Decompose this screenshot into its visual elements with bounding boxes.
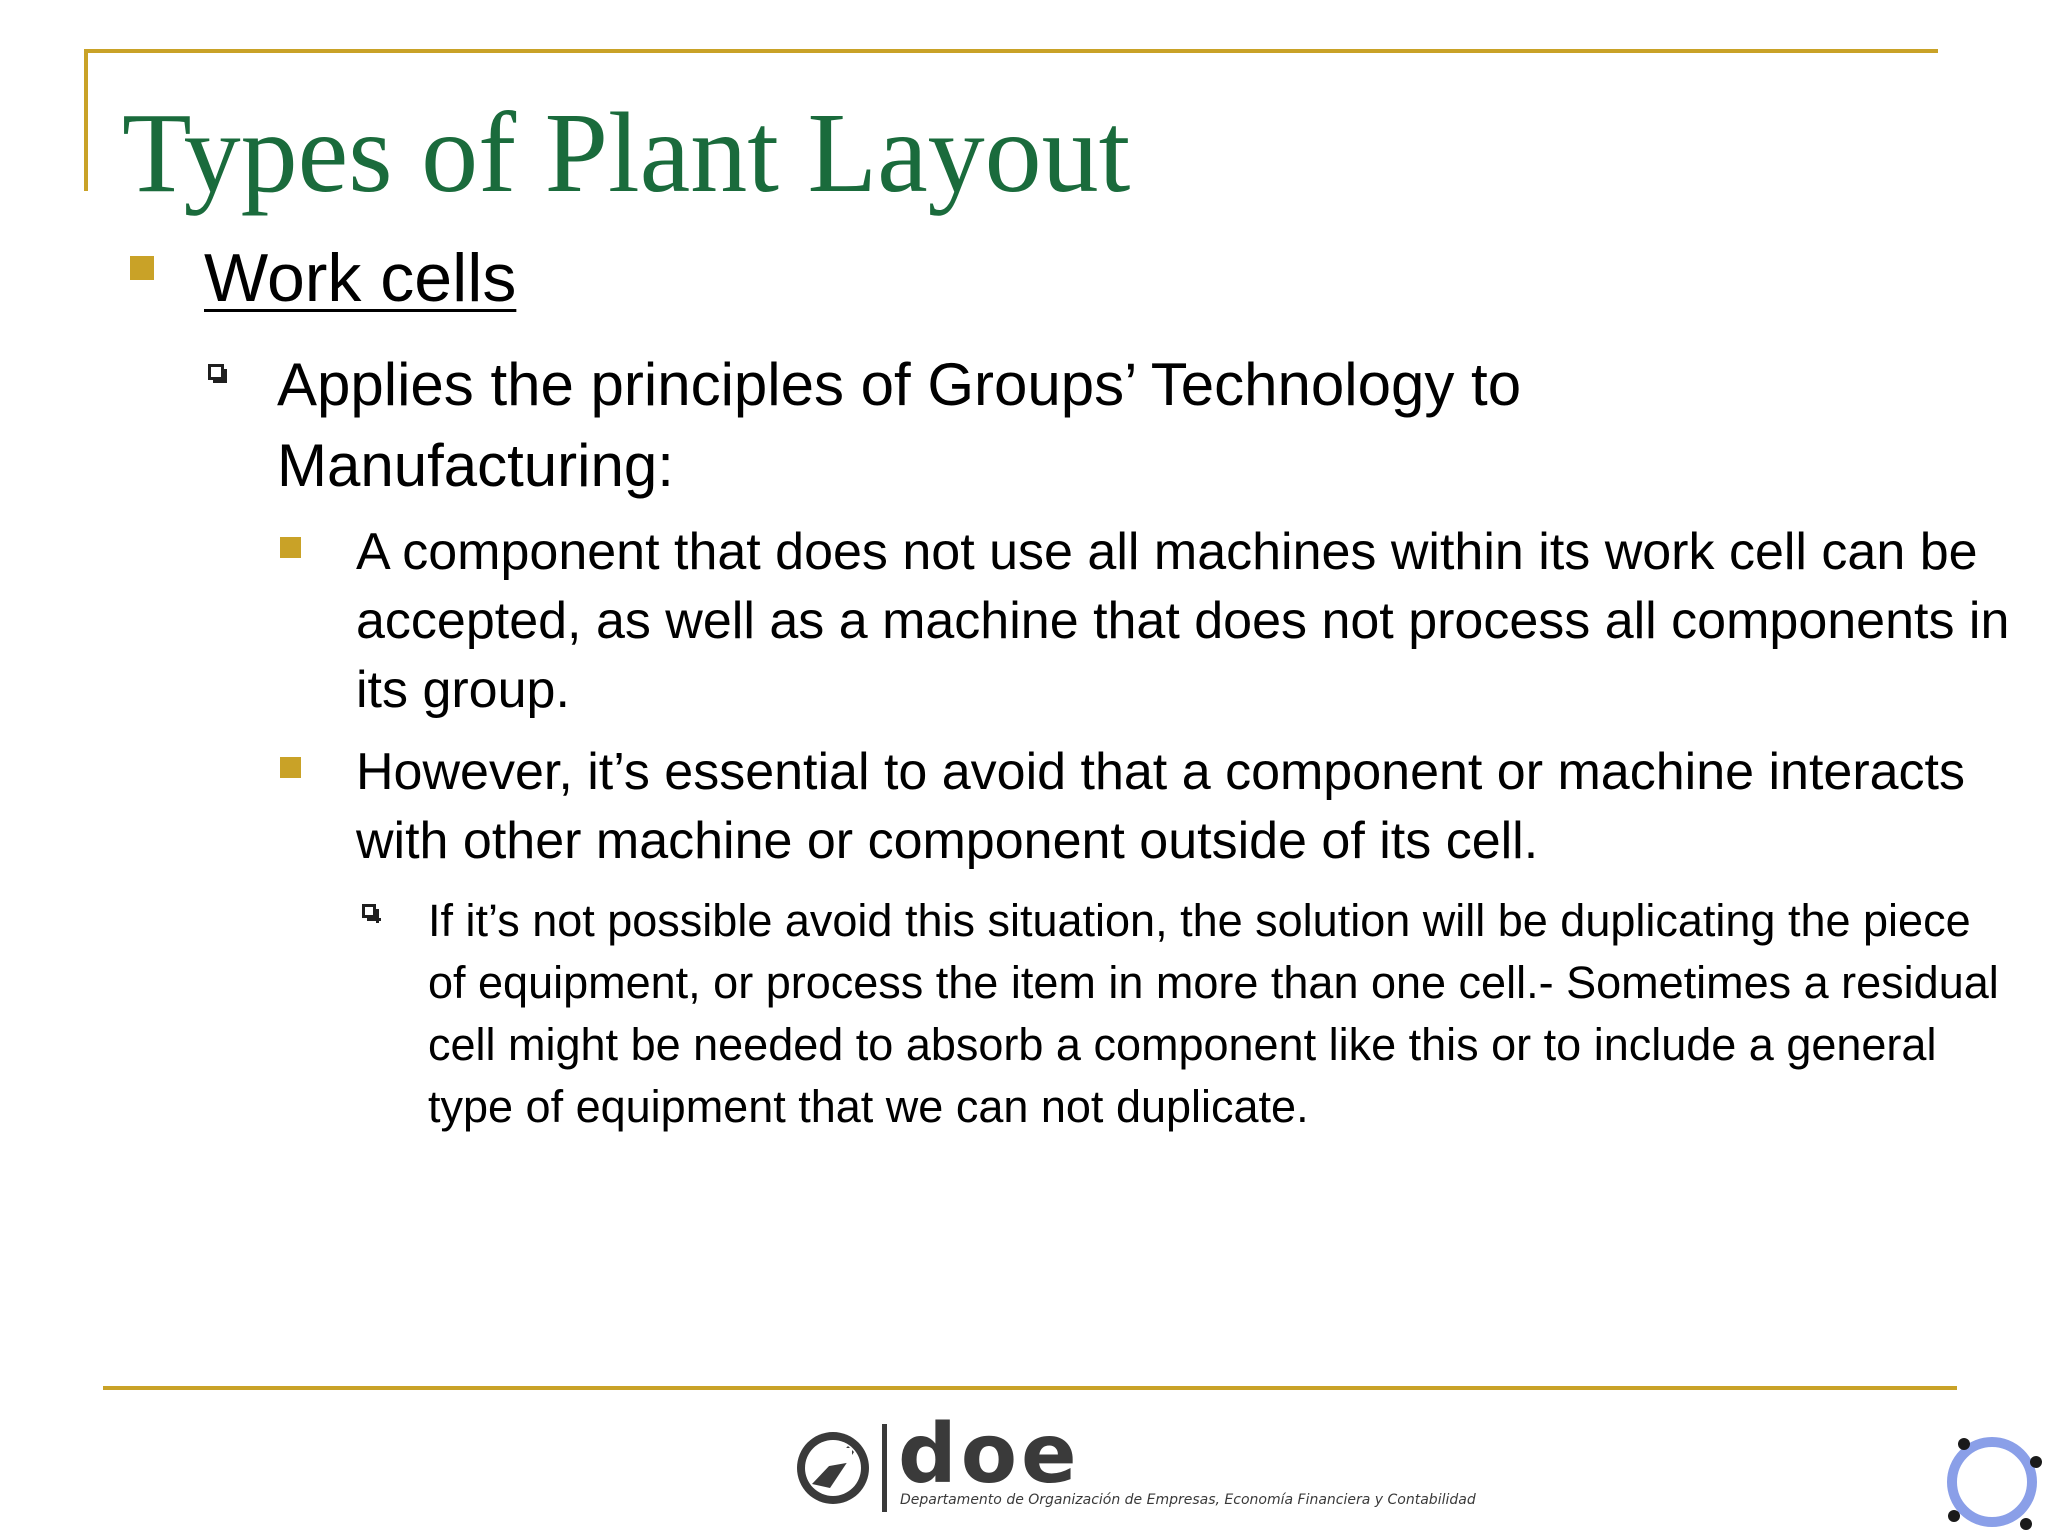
bullet-level3-item: However, it’s essential to avoid that a component or machine interacts with other machine or component outside of its cell. [356,743,1966,870]
slide-title: Types of Plant Layout [122,89,1131,216]
bullet-square-icon [280,757,301,778]
footer-logo-text: doe [898,1407,1081,1502]
bullet-level2: Applies the principles of Groups’ Technology to Manufacturing: [277,351,1522,499]
bullet-hollow-square-icon [208,364,224,380]
footer-department: Departamento de Organización de Empresas, Economía Financiera y Contabilidad [900,1492,1476,1508]
bullet-level4: If it’s not possible avoid this situation, the solution will be duplicating the piece of equipment, or process the item in more than one cell.- Sometimes a residual cell might be needed to absorb a component like this or to include a general type of equipment that we can not duplicate. [428,895,1999,1132]
bullet-hollow-square-icon [362,904,376,918]
bullet-level3-item: A component that does not use all machines within its work cell can be accepted, as well as a machine that does not process all components in its group. [356,523,2010,719]
bullet-square-icon [130,256,154,280]
footer-logo [790,1407,1476,1518]
bullet-level1: Work cells [204,240,517,316]
bottom-rule [103,1386,1957,1390]
ring-dots-icon [1944,1430,2044,1530]
left-rule [84,49,88,191]
bullet-square-icon [280,537,301,558]
top-rule [84,49,1938,53]
